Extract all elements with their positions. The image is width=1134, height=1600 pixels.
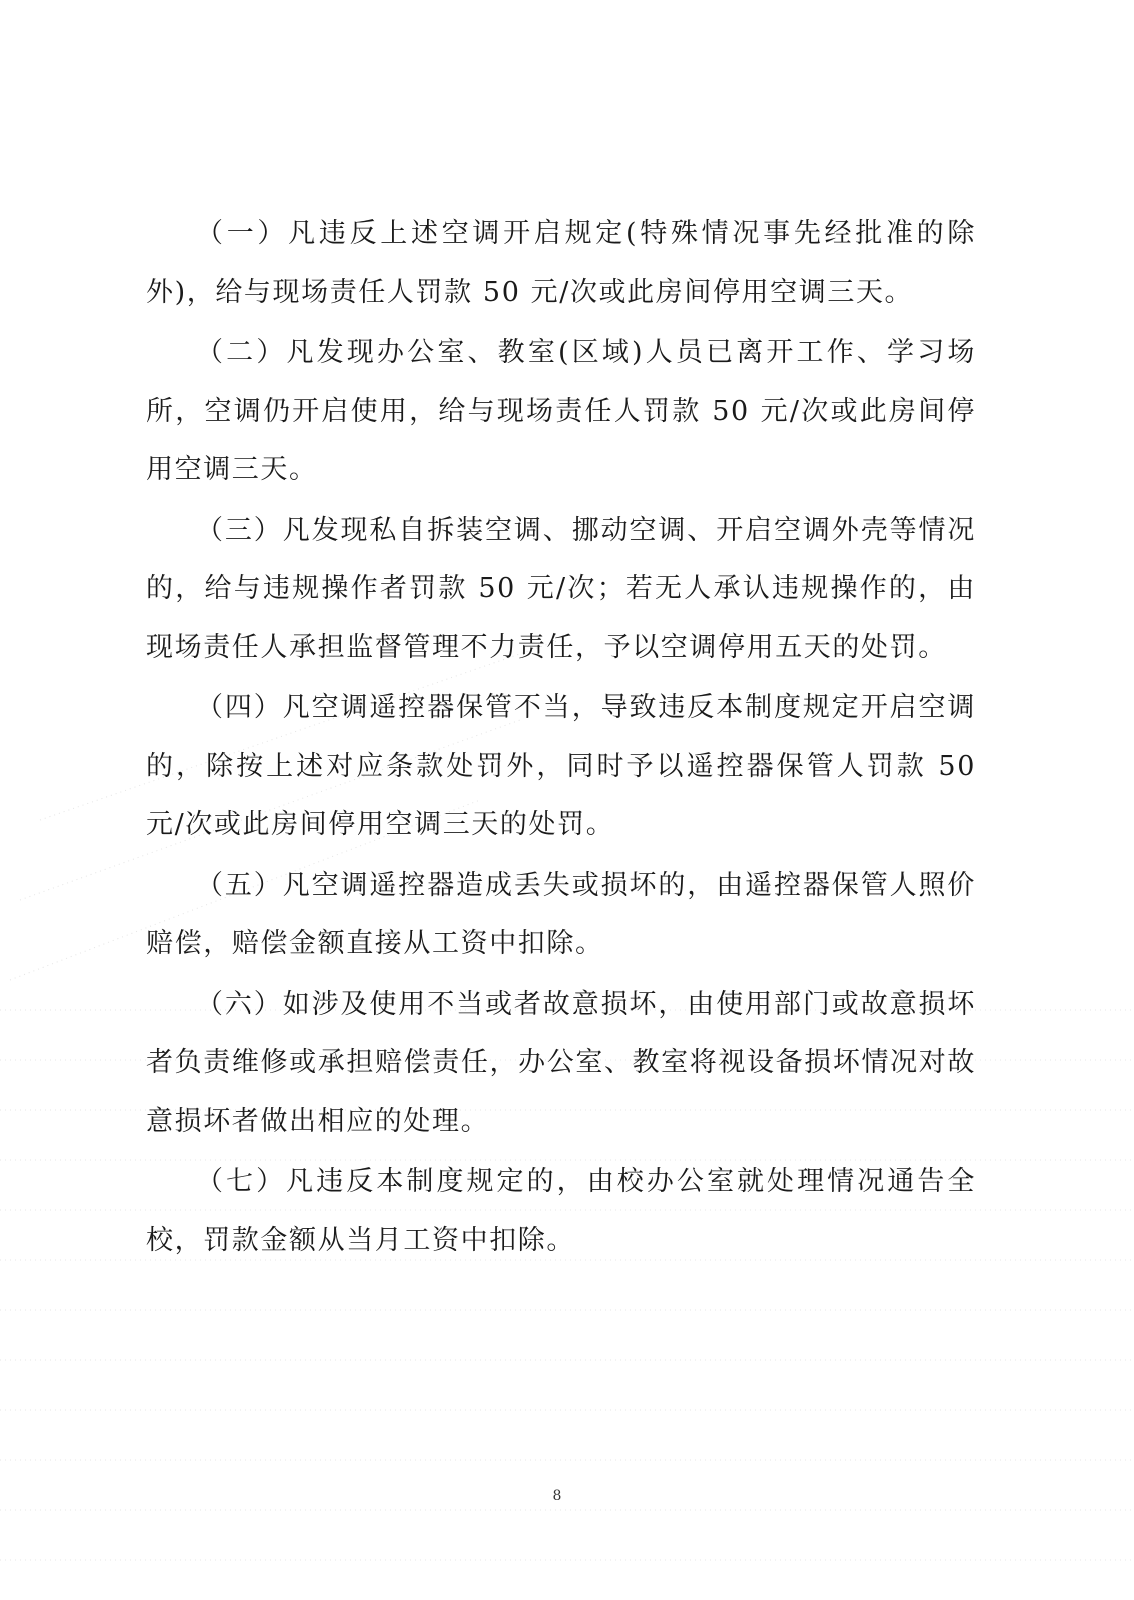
paragraph-4: （四）凡空调遥控器保管不当，导致违反本制度规定开启空调的，除按上述对应条款处罚外，同时予以遥控器保管人罚款 50 元/次或此房间停用空调三天的处罚。 <box>146 692 976 840</box>
page-number: 8 <box>552 1488 562 1504</box>
paragraph-1: （一）凡违反上述空调开启规定(特殊情况事先经批准的除外)，给与现场责任人罚款 50 元/次或此房间停用空调三天。 <box>146 218 976 308</box>
paragraph-5: （五）凡空调遥控器造成丢失或损坏的，由遥控器保管人照价赔偿，赔偿金额直接从工资中扣除。 <box>146 869 976 959</box>
paragraph-2: （二）凡发现办公室、教室(区域)人员已离开工作、学习场所，空调仍开启使用，给与现场责任人罚款 50 元/次或此房间停用空调三天。 <box>146 337 976 485</box>
paragraph-3: （三）凡发现私自拆装空调、挪动空调、开启空调外壳等情况的，给与违规操作者罚款 50 元/次；若无人承认违规操作的，由现场责任人承担监督管理不力责任，予以空调停用五天的处罚。 <box>146 514 976 663</box>
paragraph-7: （七）凡违反本制度规定的，由校办公室就处理情况通告全校，罚款金额从当月工资中扣除。 <box>146 1166 976 1256</box>
paragraph-6: （六）如涉及使用不当或者故意损坏，由使用部门或故意损坏者负责维修或承担赔偿责任，办公室、教室将视设备损坏情况对故意损坏者做出相应的处理。 <box>146 988 976 1137</box>
document-body <box>146 205 976 1272</box>
